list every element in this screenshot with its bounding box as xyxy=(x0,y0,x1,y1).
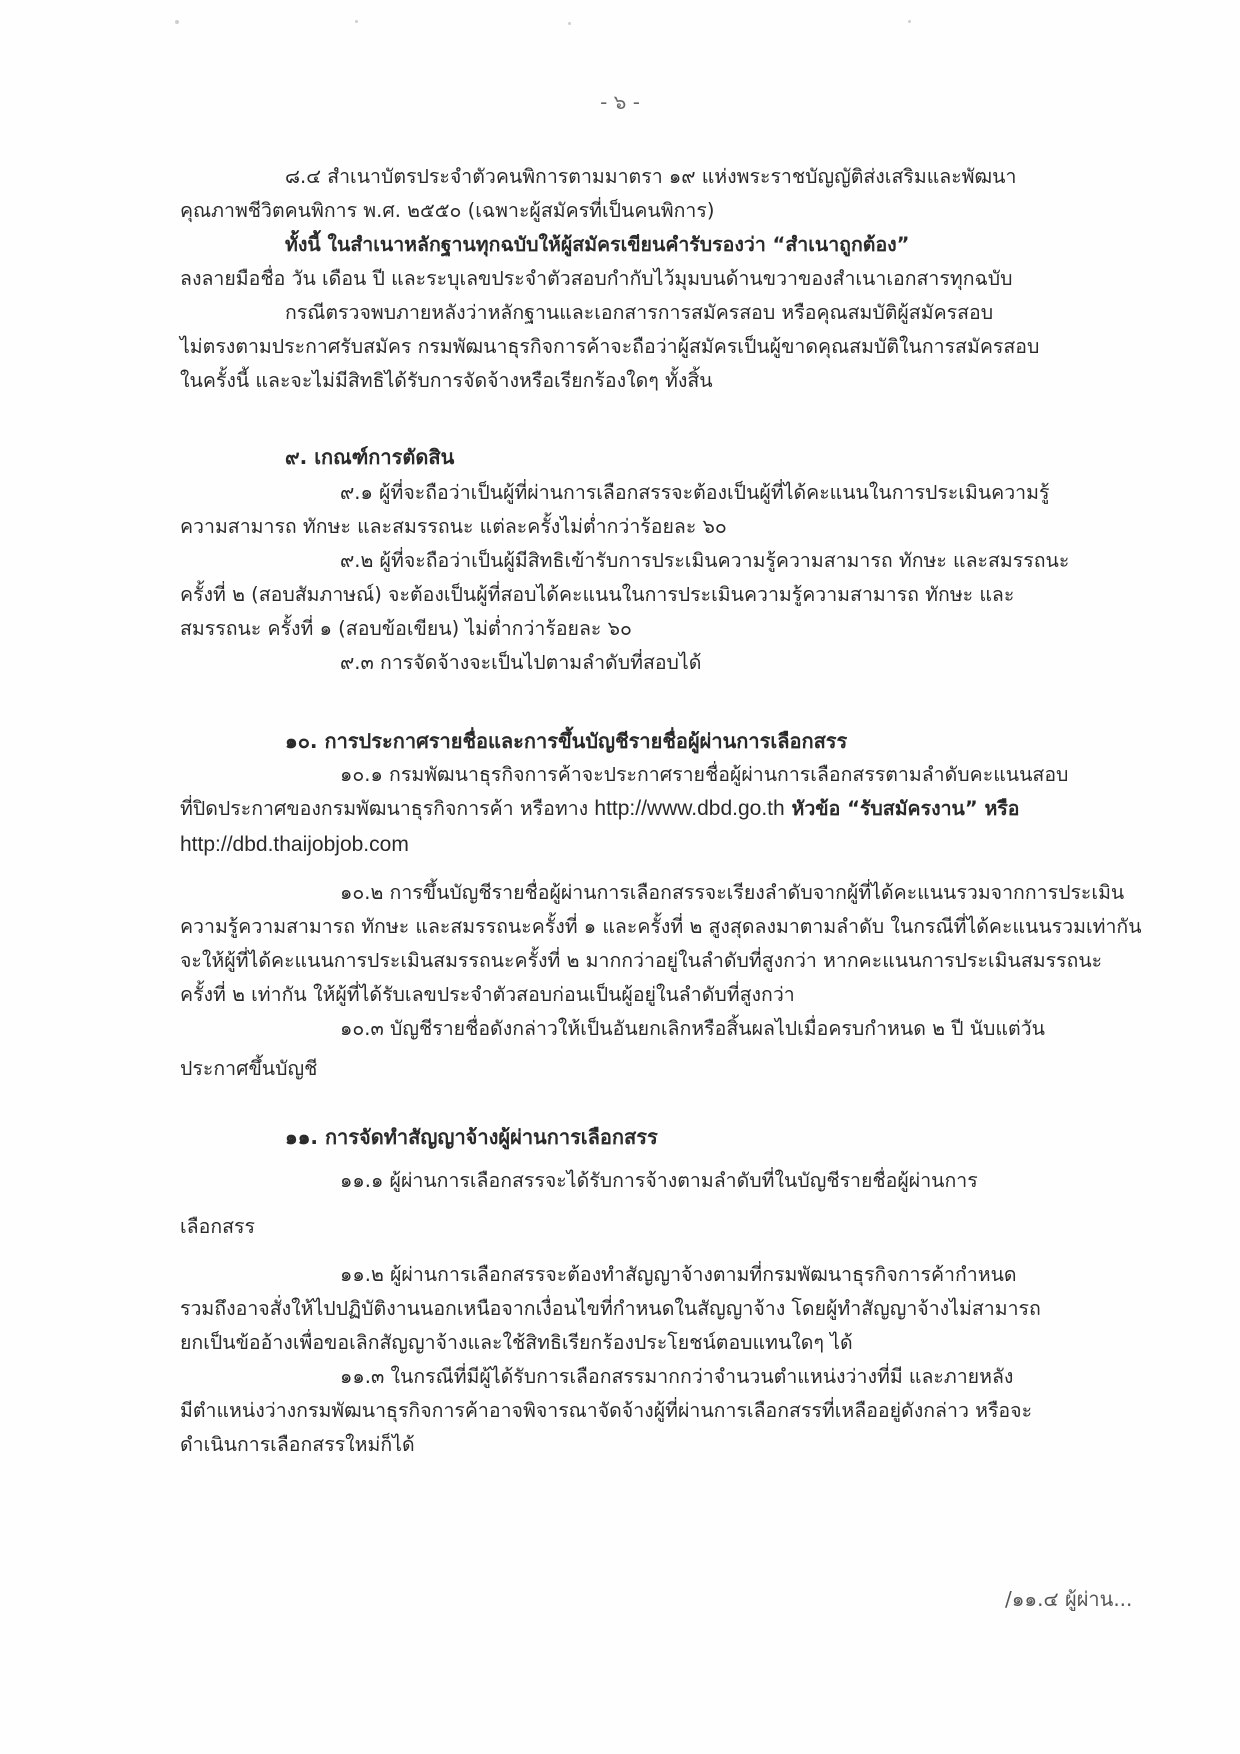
scan-speck xyxy=(175,20,179,24)
item-10-3-line1: ๑๐.๓ บัญชีรายชื่อดังกล่าวให้เป็นอันยกเลิกหรือสิ้นผลไปเมื่อครบกำหนด ๒ ปี นับแต่วัน xyxy=(340,1017,1045,1040)
item-11-1-line2: เลือกสรร xyxy=(180,1215,255,1238)
check-line2: ไม่ตรงตามประกาศรับสมัคร กรมพัฒนาธุรกิจการค้าจะถือว่าผู้สมัครเป็นผู้ขาดคุณสมบัติในการสมัครสอบ xyxy=(180,335,1040,358)
item-10-1-line2-suffix: หัวข้อ “รับสมัครงาน” หรือ xyxy=(784,797,1020,820)
certify-line1: ทั้งนี้ ในสำเนาหลักฐานทุกฉบับให้ผู้สมัครเขียนคำรับรองว่า “สำเนาถูกต้อง” xyxy=(285,233,910,256)
item-8-4-line1: ๘.๔ สำเนาบัตรประจำตัวคนพิการตามมาตรา ๑๙ แห่งพระราชบัญญัติส่งเสริมและพัฒนา xyxy=(285,165,1017,188)
item-10-3-line2: ประกาศขึ้นบัญชี xyxy=(180,1057,318,1080)
item-10-2-line4: ครั้งที่ ๒ เท่ากัน ให้ผู้ที่ได้รับเลขประจำตัวสอบก่อนเป็นผู้อยู่ในลำดับที่สูงกว่า xyxy=(180,983,795,1006)
continuation-marker: /๑๑.๔ ผู้ผ่าน... xyxy=(1005,1587,1133,1611)
item-10-1-line2-prefix: ที่ปิดประกาศของกรมพัฒนาธุรกิจการค้า หรือทาง xyxy=(180,797,595,820)
certify-line2: ลงลายมือชื่อ วัน เดือน ปี และระบุเลขประจำตัวสอบกำกับไว้มุมบนด้านขวาของสำเนาเอกสารทุกฉบับ xyxy=(180,267,1013,290)
section-9-heading: ๙. เกณฑ์การตัดสิน xyxy=(285,445,455,469)
check-line3: ในครั้งนี้ และจะไม่มีสิทธิได้รับการจัดจ้างหรือเรียกร้องใดๆ ทั้งสิ้น xyxy=(180,369,713,392)
item-11-3-line2: มีตำแหน่งว่างกรมพัฒนาธุรกิจการค้าอาจพิจารณาจัดจ้างผู้ที่ผ่านการเลือกสรรที่เหลืออยู่ดังกล่าว หรือจะ xyxy=(180,1399,1033,1422)
dbd-website-link[interactable]: http://www.dbd.go.th xyxy=(594,797,785,820)
scan-speck xyxy=(355,20,358,23)
section-11-heading: ๑๑. การจัดทำสัญญาจ้างผู้ผ่านการเลือกสรร xyxy=(285,1125,658,1149)
page-number: - ๖ - xyxy=(600,90,640,114)
scan-speck xyxy=(908,20,911,23)
item-9-2-line1: ๙.๒ ผู้ที่จะถือว่าเป็นผู้มีสิทธิเข้ารับการประเมินความรู้ความสามารถ ทักษะ และสมรรถนะ xyxy=(340,549,1070,572)
thaijobjob-link[interactable]: http://dbd.thaijobjob.com xyxy=(180,833,409,856)
item-9-1-line2: ความสามารถ ทักษะ และสมรรถนะ แต่ละครั้งไม่ต่ำกว่าร้อยละ ๖๐ xyxy=(180,515,727,538)
item-11-2-line3: ยกเป็นข้ออ้างเพื่อขอเลิกสัญญาจ้างและใช้สิทธิเรียกร้องประโยชน์ตอบแทนใดๆ ได้ xyxy=(180,1331,853,1354)
item-10-2-line1: ๑๐.๒ การขึ้นบัญชีรายชื่อผู้ผ่านการเลือกสรรจะเรียงลำดับจากผู้ที่ได้คะแนนรวมจากการประเมิน xyxy=(340,881,1125,904)
item-10-1-line2 xyxy=(180,792,1020,826)
item-9-2-line2: ครั้งที่ ๒ (สอบสัมภาษณ์) จะต้องเป็นผู้ที่สอบได้คะแนนในการประเมินความรู้ความสามารถ ทักษะ และ xyxy=(180,583,1015,606)
item-11-3-line3: ดำเนินการเลือกสรรใหม่ก็ได้ xyxy=(180,1433,415,1456)
item-9-3: ๙.๓ การจัดจ้างจะเป็นไปตามลำดับที่สอบได้ xyxy=(340,651,702,674)
item-10-2-line2: ความรู้ความสามารถ ทักษะ และสมรรถนะครั้งที่ ๑ และครั้งที่ ๒ สูงสุดลงมาตามลำดับ ในกรณีที่ได้คะแนนรวมเท่ากัน xyxy=(180,915,1142,938)
scan-speck xyxy=(568,22,571,25)
item-11-3-line1: ๑๑.๓ ในกรณีที่มีผู้ได้รับการเลือกสรรมากกว่าจำนวนตำแหน่งว่างที่มี และภายหลัง xyxy=(340,1365,1014,1388)
check-line1: กรณีตรวจพบภายหลังว่าหลักฐานและเอกสารการสมัครสอบ หรือคุณสมบัติผู้สมัครสอบ xyxy=(285,301,994,324)
item-9-2-line3: สมรรถนะ ครั้งที่ ๑ (สอบข้อเขียน) ไม่ต่ำกว่าร้อยละ ๖๐ xyxy=(180,617,632,640)
item-10-2-line3: จะให้ผู้ที่ได้คะแนนการประเมินสมรรถนะครั้งที่ ๒ มากกว่าอยู่ในลำดับที่สูงกว่า หากคะแนนการประเมินสมรรถนะ xyxy=(180,949,1103,972)
item-11-2-line2: รวมถึงอาจสั่งให้ไปปฏิบัติงานนอกเหนือจากเงื่อนไขที่กำหนดในสัญญาจ้าง โดยผู้ทำสัญญาจ้างไม่สามารถ xyxy=(180,1297,1041,1320)
item-10-1-line1: ๑๐.๑ กรมพัฒนาธุรกิจการค้าจะประกาศรายชื่อผู้ผ่านการเลือกสรรตามลำดับคะแนนสอบ xyxy=(340,763,1069,786)
item-11-1-line1: ๑๑.๑ ผู้ผ่านการเลือกสรรจะได้รับการจ้างตามลำดับที่ในบัญชีรายชื่อผู้ผ่านการ xyxy=(340,1169,978,1192)
item-9-1-line1: ๙.๑ ผู้ที่จะถือว่าเป็นผู้ที่ผ่านการเลือกสรรจะต้องเป็นผู้ที่ได้คะแนนในการประเมินความรู้ xyxy=(340,481,1050,504)
item-11-2-line1: ๑๑.๒ ผู้ผ่านการเลือกสรรจะต้องทำสัญญาจ้างตามที่กรมพัฒนาธุรกิจการค้ากำหนด xyxy=(340,1263,1017,1286)
section-10-heading: ๑๐. การประกาศรายชื่อและการขึ้นบัญชีรายชื่อผู้ผ่านการเลือกสรร xyxy=(285,729,848,753)
item-8-4-line2: คุณภาพชีวิตคนพิการ พ.ศ. ๒๕๕๐ (เฉพาะผู้สมัครที่เป็นคนพิการ) xyxy=(180,199,715,222)
